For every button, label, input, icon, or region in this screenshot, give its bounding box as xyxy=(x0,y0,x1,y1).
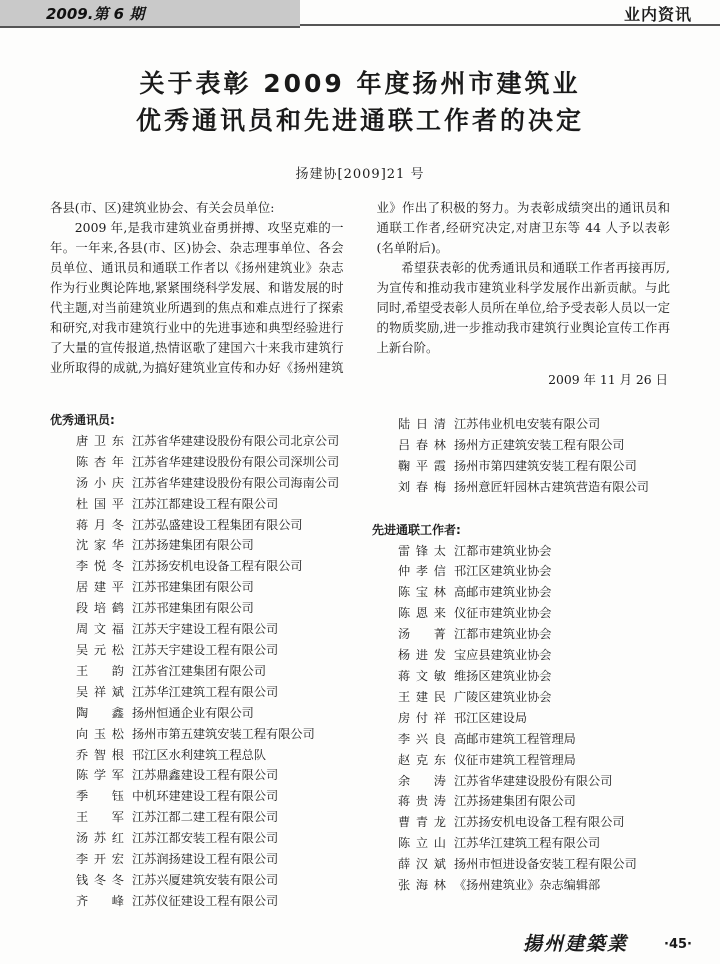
person-name: 蒋文敏 xyxy=(398,668,446,683)
list-item xyxy=(76,765,370,786)
person-organization: 江苏鼎鑫建设工程有限公司 xyxy=(132,768,279,783)
person-name: 陈杏年 xyxy=(76,454,124,469)
person-name: 李兴良 xyxy=(398,731,446,746)
excellent-heading: 优秀通讯员: xyxy=(50,413,115,427)
person-organization: 高邮市建筑业协会 xyxy=(454,585,552,600)
list-item xyxy=(398,561,692,582)
person-name: 房付祥 xyxy=(398,710,446,725)
person-name: 杨进发 xyxy=(398,648,446,663)
person-organization: 邗江区建设局 xyxy=(454,710,528,725)
person-name: 乔智根 xyxy=(76,747,124,762)
person-organization: 中机环建建设工程有限公司 xyxy=(132,789,279,804)
decision-body xyxy=(50,198,670,390)
person-organization: 邗江区建筑业协会 xyxy=(454,564,552,579)
person-name: 曹青龙 xyxy=(398,815,446,830)
person-name: 李开宏 xyxy=(76,852,124,867)
person-name: 周文福 xyxy=(76,622,124,637)
list-item xyxy=(76,577,370,598)
person-name: 陈立山 xyxy=(398,836,446,851)
person-name: 李悦冬 xyxy=(76,559,124,574)
list-item xyxy=(398,666,692,687)
person-name: 蒋贵涛 xyxy=(398,794,446,809)
page-number: ·45· xyxy=(664,937,692,952)
person-name: 陶鑫 xyxy=(76,705,124,720)
person-name: 汤菁 xyxy=(398,627,446,642)
list-item xyxy=(398,477,692,498)
list-item xyxy=(398,750,692,771)
list-item xyxy=(76,807,370,828)
person-organization: 江苏润扬建设工程有限公司 xyxy=(132,852,279,867)
list-item xyxy=(76,745,370,766)
person-name: 吴元松 xyxy=(76,642,124,657)
person-organization: 江苏扬建集团有限公司 xyxy=(132,538,254,553)
person-name: 杜国平 xyxy=(76,496,124,511)
title-line-1: 关于表彰 2009 年度扬州市建筑业 xyxy=(139,69,581,98)
list-item xyxy=(398,603,692,624)
person-organization: 江苏省江建集团有限公司 xyxy=(132,663,267,678)
person-organization: 江苏弘盛建设工程集团有限公司 xyxy=(132,517,303,532)
person-name: 沈家华 xyxy=(76,538,124,553)
person-organization: 江苏省华建建设股份有限公司 xyxy=(454,773,613,788)
list-item xyxy=(398,812,692,833)
list-item xyxy=(76,535,370,556)
list-item xyxy=(398,435,692,456)
person-organization: 仪征市建筑工程管理局 xyxy=(454,752,576,767)
person-name: 陈宝林 xyxy=(398,585,446,600)
person-organization: 江苏华江建筑工程有限公司 xyxy=(132,684,279,699)
title-line-2: 优秀通讯员和先进通联工作者的决定 xyxy=(135,106,584,135)
list-item xyxy=(398,729,692,750)
person-name: 陆日清 xyxy=(398,417,446,431)
person-organization: 江苏江都二建工程有限公司 xyxy=(132,810,279,825)
person-organization: 扬州市第四建筑安装工程有限公司 xyxy=(454,458,637,473)
list-item xyxy=(76,473,370,494)
person-organization: 高邮市建筑工程管理局 xyxy=(454,731,576,746)
person-organization: 江苏伟业机电安装有限公司 xyxy=(454,417,601,431)
person-name: 钱冬冬 xyxy=(76,872,124,887)
person-organization: 江苏扬建集团有限公司 xyxy=(454,794,576,809)
list-item xyxy=(76,452,370,473)
person-organization: 江苏兴厦建筑安装有限公司 xyxy=(132,872,279,887)
person-organization: 江都市建筑业协会 xyxy=(454,543,552,558)
list-item xyxy=(76,556,370,577)
person-name: 汤苏红 xyxy=(76,831,124,846)
person-name: 刘春梅 xyxy=(398,479,446,494)
list-item xyxy=(76,682,370,703)
list-item xyxy=(398,854,692,875)
person-organization: 江苏江都建设工程有限公司 xyxy=(132,496,279,511)
magazine-logo: 揚州建築業 xyxy=(522,933,628,955)
list-item xyxy=(398,456,692,477)
person-name: 陈学军 xyxy=(76,768,124,783)
person-organization: 扬州恒通企业有限公司 xyxy=(132,705,254,720)
list-item xyxy=(398,708,692,729)
person-name: 雷锋太 xyxy=(398,543,446,558)
person-name: 薛汉斌 xyxy=(398,857,446,872)
person-organization: 扬州市恒进设备安装工程有限公司 xyxy=(454,857,637,872)
person-name: 汤小庆 xyxy=(76,475,124,490)
list-item xyxy=(398,582,692,603)
person-organization: 江苏省华建建设股份有限公司海南公司 xyxy=(132,475,340,490)
person-name: 王韵 xyxy=(76,663,124,678)
person-organization: 扬州方正建筑安装工程有限公司 xyxy=(454,437,625,452)
person-name: 王建民 xyxy=(398,689,446,704)
person-organization: 广陵区建筑业协会 xyxy=(454,689,552,704)
person-name: 王军 xyxy=(76,810,124,825)
person-organization: 《扬州建筑业》杂志编辑部 xyxy=(454,878,601,893)
section-label: 业内资讯 xyxy=(623,5,692,24)
list-item xyxy=(76,849,370,870)
list-item xyxy=(398,687,692,708)
person-organization: 江苏邗建集团有限公司 xyxy=(132,601,254,616)
list-item xyxy=(76,515,370,536)
list-item xyxy=(76,870,370,891)
person-name: 季钰 xyxy=(76,789,124,804)
person-name: 陈恩来 xyxy=(398,606,446,621)
person-organization: 江苏天宇建设工程有限公司 xyxy=(132,622,279,637)
list-item xyxy=(76,891,370,912)
paragraph-2: 希望获表彰的优秀通讯员和通联工作者再接再厉,为宣传和推动我市建筑业科学发展作出新贡献。与此同时,希望受表彰人员所在单位,给予受表彰人员以一定的物质奖励,进一步推动我市建筑行业舆论宣传工作再上新台阶。 xyxy=(376,260,670,355)
list-item xyxy=(398,791,692,812)
person-organization: 江苏扬安机电设备工程有限公司 xyxy=(454,815,625,830)
person-name: 张海林 xyxy=(398,878,446,893)
person-organization: 江苏省华建建设股份有限公司北京公司 xyxy=(132,433,340,448)
person-organization: 江苏天宇建设工程有限公司 xyxy=(132,642,279,657)
person-name: 段培鹤 xyxy=(76,601,124,616)
person-name: 鞠平霞 xyxy=(398,458,446,473)
list-item xyxy=(398,875,692,896)
issue-label: 2009.第 6 期 xyxy=(46,5,145,23)
list-item xyxy=(76,661,370,682)
person-organization: 江苏扬安机电设备工程有限公司 xyxy=(132,559,303,574)
person-name: 向玉松 xyxy=(76,726,124,741)
person-organization: 江苏华江建筑工程有限公司 xyxy=(454,836,601,851)
list-item xyxy=(76,431,370,452)
person-name: 蒋月冬 xyxy=(76,517,124,532)
person-name: 齐峰 xyxy=(76,893,124,908)
excellent-list xyxy=(50,410,370,912)
document-number: 扬建协[2009]21 号 xyxy=(295,167,425,182)
person-organization: 江都市建筑业协会 xyxy=(454,627,552,642)
person-organization: 江苏仪征建设工程有限公司 xyxy=(132,893,279,908)
list-item xyxy=(76,703,370,724)
person-name: 唐卫东 xyxy=(76,433,124,448)
person-organization: 扬州意匠轩园林古建筑营造有限公司 xyxy=(454,479,649,494)
issue-banner xyxy=(0,0,300,28)
person-organization: 扬州市第五建筑安装工程有限公司 xyxy=(132,726,315,741)
list-item xyxy=(398,833,692,854)
person-organization: 仪征市建筑业协会 xyxy=(454,606,552,621)
list-item xyxy=(398,645,692,666)
person-name: 仲孝信 xyxy=(398,564,446,579)
decision-date: 2009 年 11 月 26 日 xyxy=(548,372,668,387)
person-organization: 江苏省华建建设股份有限公司深圳公司 xyxy=(132,454,340,469)
person-name: 居建平 xyxy=(76,580,124,595)
advanced-heading: 先进通联工作者: xyxy=(372,522,461,537)
list-item xyxy=(398,771,692,792)
person-organization: 维扬区建筑业协会 xyxy=(454,668,552,683)
list-item xyxy=(76,619,370,640)
list-item xyxy=(398,541,692,562)
paragraph-1: 2009 年,是我市建筑业奋勇拼搏、攻坚克难的一年。一年来,各县(市、区)协会、杂志理事单位、各会员单位、通讯员和通联工作者以《扬州建筑业》杂志作为行业舆论阵地,紧紧围绕科学发展、和谐发展的时代主题,对当前建筑业所遇到的焦点和难点进行了探索和研究,对我市建筑行业中的先进事迹和典型经验进行了大量的宣传报道,热情讴歌了建国六十来我市建筑行业所取得的成就,为搞好建筑业宣传和办好《扬州建筑业》作出了积极的努力。为表彰成绩突出的通讯员和通联工作者,经研究决定,对唐卫东等 44 人予以表彰(名单附后)。 xyxy=(50,200,670,375)
list-item xyxy=(76,494,370,515)
list-item xyxy=(76,828,370,849)
person-organization: 邗江区水利建筑工程总队 xyxy=(132,747,267,762)
salutation: 各县(市、区)建筑业协会、有关会员单位: xyxy=(50,200,275,215)
list-item xyxy=(76,786,370,807)
person-name: 吕春林 xyxy=(398,437,446,452)
list-item xyxy=(76,640,370,661)
person-name: 赵克东 xyxy=(398,752,446,767)
person-name: 余涛 xyxy=(398,773,446,788)
person-organization: 江苏江都安装工程有限公司 xyxy=(132,831,279,846)
list-item xyxy=(398,624,692,645)
list-item xyxy=(76,724,370,745)
list-item xyxy=(76,598,370,619)
person-organization: 江苏邗建集团有限公司 xyxy=(132,580,254,595)
right-list-column xyxy=(372,414,692,896)
person-organization: 宝应县建筑业协会 xyxy=(454,648,552,663)
list-item xyxy=(398,414,692,435)
person-name: 吴祥斌 xyxy=(76,684,124,699)
